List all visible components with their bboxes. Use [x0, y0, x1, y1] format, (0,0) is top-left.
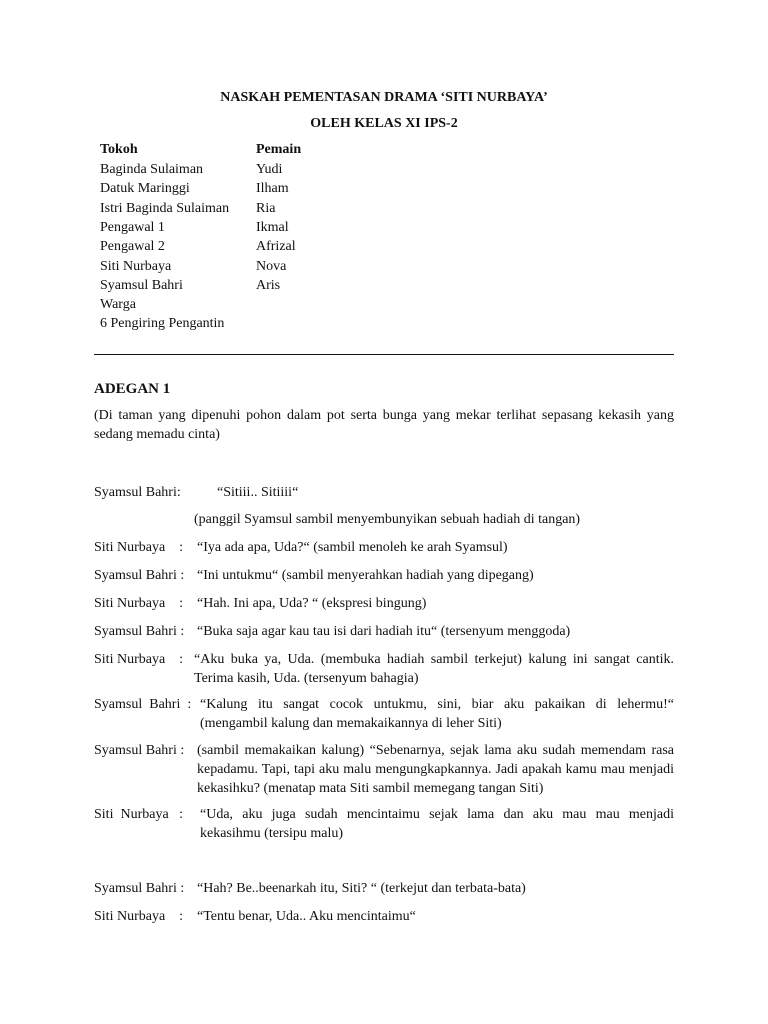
scene-heading: ADEGAN 1	[94, 381, 171, 397]
dialogue-text: “Hah? Be..beenarkah itu, Siti? “ (terkejut dan terbata-bata)	[197, 881, 526, 896]
cast-actor: Aris	[256, 277, 281, 293]
cast-actor: Ikmal	[256, 219, 289, 235]
cast-row	[0, 179, 768, 198]
cast-actor: Ilham	[256, 181, 289, 197]
cast-row	[0, 218, 768, 237]
cast-column-role: Tokoh	[100, 142, 138, 157]
document-subtitle: OLEH KELAS XI IPS-2	[310, 116, 458, 131]
dialogue-text: “Iya ada apa, Uda?“ (sambil menoleh ke arah Syamsul)	[197, 540, 508, 555]
cast-row	[0, 237, 768, 256]
dialogue-text: “Uda, aku juga sudah mencintaimu sejak lama dan aku mau mau menjadi kekasihmu (tersipu malu)	[200, 807, 674, 841]
divider-line	[94, 354, 674, 355]
cast-role: Datuk Maringgi	[100, 181, 190, 197]
cast-role: Pengawal 1	[100, 219, 165, 235]
cast-row	[0, 276, 768, 295]
speaker-label: Syamsul Bahri:	[94, 485, 181, 500]
speaker-label: Syamsul Bahri :	[94, 697, 192, 712]
cast-role: Siti Nurbaya	[100, 258, 172, 274]
cast-actor: Yudi	[256, 162, 283, 177]
speaker-label: Syamsul Bahri :	[94, 624, 185, 639]
dialogue-text: “Kalung itu sangat cocok untukmu, sini, biar aku pakaikan di lehermu!“ (mengambil kalung dan memakaikannya di leher Siti)	[200, 697, 674, 731]
stage-direction: (Di taman yang dipenuhi pohon dalam pot serta bunga yang mekar terlihat sepasang kekasih yang sedang memadu cinta)	[94, 408, 674, 442]
dialogue-text: “Sitiii.. Sitiiii“	[217, 485, 299, 500]
dialogue-text: “Hah. Ini apa, Uda? “ (ekspresi bingung)	[197, 596, 427, 611]
dialogue-text: “Tentu benar, Uda.. Aku mencintaimu“	[197, 909, 416, 924]
cast-role: Baginda Sulaiman	[100, 162, 204, 177]
cast-row	[0, 314, 768, 333]
speaker-label: Siti Nurbaya :	[94, 807, 184, 822]
cast-role: Syamsul Bahri	[100, 277, 183, 293]
dialogue-text: “Buka saja agar kau tau isi dari hadiah itu“ (tersenyum menggoda)	[197, 624, 571, 639]
cast-role: 6 Pengiring Pengantin	[100, 316, 225, 332]
dialogue-text: (sambil memakaikan kalung) “Sebenarnya, sejak lama aku sudah memendam rasa kepadamu. Tapi, tapi aku malu mengungkapkannya. Jadi apakah kamu mau menjadi kekasihku? (menatap mata Siti sambil memegang tangan Siti)	[197, 743, 674, 796]
cast-row	[0, 160, 768, 179]
cast-row	[0, 199, 768, 218]
speaker-label: Syamsul Bahri :	[94, 568, 185, 583]
cast-actor: Nova	[256, 258, 287, 274]
speaker-label: Syamsul Bahri :	[94, 881, 185, 896]
cast-actor: Ria	[256, 200, 276, 216]
cast-role: Warga	[100, 297, 136, 313]
speaker-label: Siti Nurbaya :	[94, 652, 184, 667]
dialogue-text: “Ini untukmu“ (sambil menyerahkan hadiah yang dipegang)	[197, 568, 534, 583]
speaker-label: Siti Nurbaya :	[94, 909, 184, 924]
speaker-label: Siti Nurbaya :	[94, 596, 184, 611]
cast-actor: Afrizal	[256, 239, 296, 255]
speaker-label: Siti Nurbaya :	[94, 540, 184, 555]
dialogue-text: (panggil Syamsul sambil menyembunyikan sebuah hadiah di tangan)	[194, 512, 581, 527]
cast-row	[0, 257, 768, 276]
cast-row	[0, 295, 768, 314]
cast-column-actor: Pemain	[256, 142, 302, 157]
cast-role: Pengawal 2	[100, 239, 165, 255]
dialogue-text: “Aku buka ya, Uda. (membuka hadiah sambil terkejut) kalung ini sangat cantik. Terima kasih, Uda. (tersenyum bahagia)	[194, 652, 674, 686]
document-title: NASKAH PEMENTASAN DRAMA ‘SITI NURBAYA’	[220, 90, 548, 105]
speaker-label: Syamsul Bahri :	[94, 743, 185, 758]
cast-role: Istri Baginda Sulaiman	[100, 200, 230, 216]
